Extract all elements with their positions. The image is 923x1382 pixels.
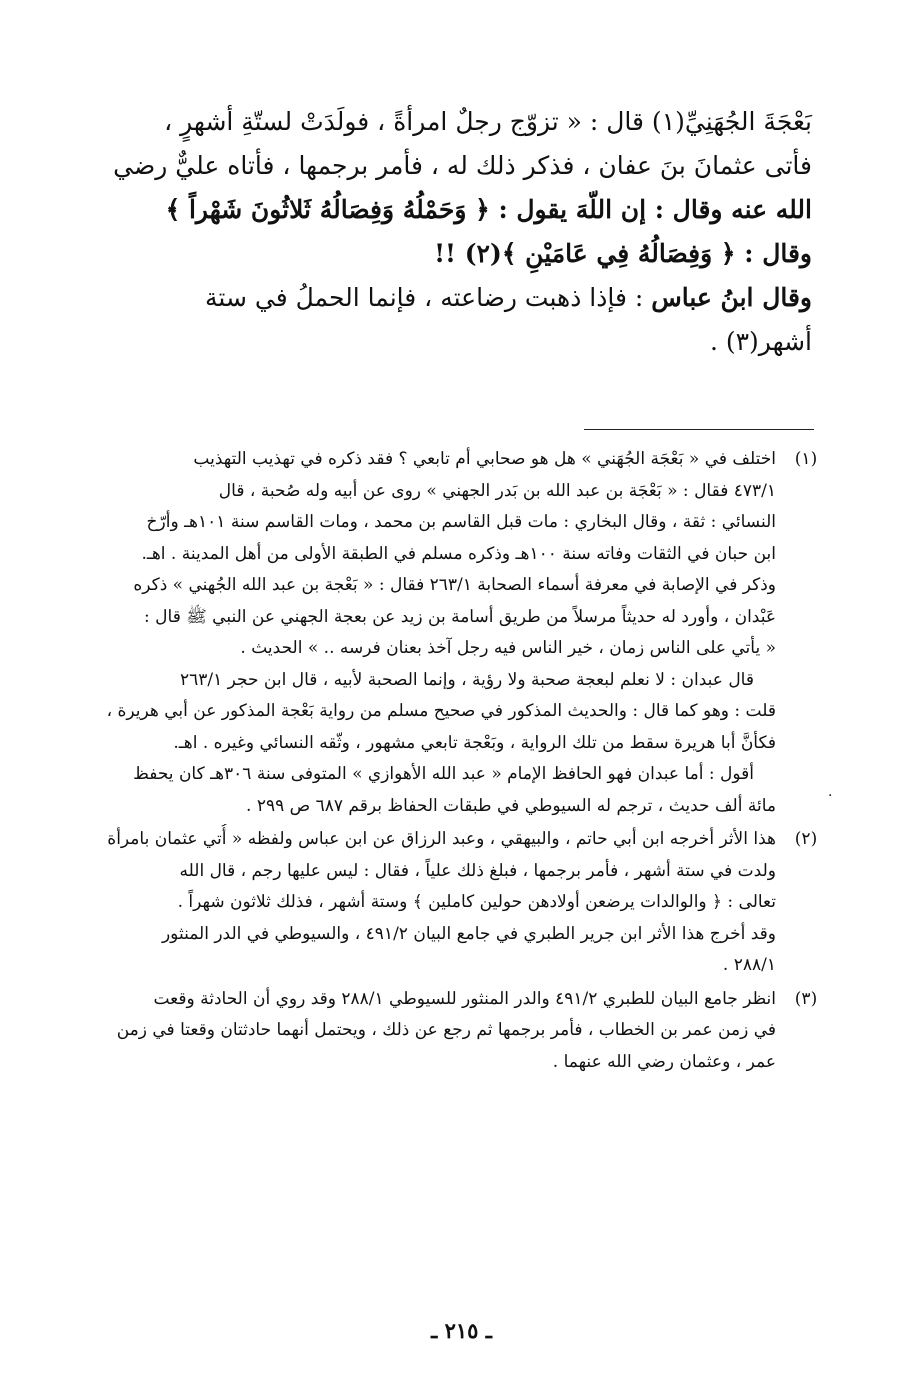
main-line	[92, 276, 812, 320]
footnote-line: ٤٧٣/١ فقال : « بَعْجَة بن عبد الله بن بَدر الجهني » روى عن أبيه وله صُحبة ، قال	[218, 480, 776, 501]
page-number: ـ ٢١٥ ـ	[431, 1318, 492, 1343]
footnote-line: ابن حبان في الثقات وفاته سنة ١٠٠هـ وذكره مسلم في الطبقة الأولى من أهل المدينة . اهـ.	[141, 543, 776, 564]
footnote-line: انظر جامع البيان للطبري ٤٩١/٢ والدر المنثور للسيوطي ٢٨٨/١ وقد روي أن الحادثة وقعت	[153, 988, 776, 1009]
stray-dot: ·	[828, 788, 833, 804]
footnote-2	[84, 824, 828, 982]
footnote-line: وقد أخرج هذا الأثر ابن جرير الطبري في جامع البيان ٤٩١/٢ ، والسيوطي في الدر المنثور	[161, 923, 776, 944]
footnote-line: قال عبدان : لا نعلم لبعجة صحبة ولا رؤية ، وإنما الصحبة لأبيه ، قال ابن حجر ٢٦٣/١	[179, 669, 754, 690]
footnote-line: النسائي : ثقة ، وقال البخاري : مات قبل القاسم بن محمد ، ومات القاسم سنة ١٠١هـ وأرّخ	[146, 512, 776, 532]
footnotes	[84, 444, 828, 1080]
main-line: بَعْجَةَ الجُهَنِيِّ(١) قال : « تزوّج رجلٌ امرأةً ، فولَدَتْ لستّةِ أشهرٍ ،	[164, 107, 812, 136]
footnote-line: مائة ألف حديث ، ترجم له السيوطي في طبقات الحفاظ برقم ٦٨٧ ص ٢٩٩ .	[246, 795, 776, 816]
main-line: أشهر(٣) .	[709, 327, 812, 356]
footnote-line: تعالى : ﴿ والوالدات يرضعن أولادهن حولين كاملين ﴾ وستة أشهر ، فذلك ثلاثون شهراً .	[177, 892, 776, 912]
main-line: وقال : ﴿ وَفِصَالُهُ فِي عَامَيْنِ ﴾(٢) !!	[434, 239, 812, 268]
footnote-line: عمر ، وعثمان رضي الله عنهما .	[552, 1051, 776, 1072]
footnote-number: (٢)	[794, 829, 818, 849]
footnote-line: ٢٨٨/١ .	[722, 955, 776, 975]
footnote-divider	[584, 429, 814, 430]
footnote-line: في زمن عمر بن الخطاب ، فأمر برجمها ثم رجع عن ذلك ، ويحتمل أنهما حادثتان وقعتا في زمن	[116, 1020, 776, 1040]
main-line: الله عنه وقال : إن اللّهَ يقول : ﴿ وَحَمْلُهُ وَفِصَالُهُ ثَلاثُونَ شَهْراً ﴾	[165, 195, 812, 224]
main-line: فأتى عثمانَ بنَ عفان ، فذكر ذلك له ، فأمر برجمها ، فأتاه عليٌّ رضي	[113, 151, 812, 180]
footnote-1	[84, 444, 828, 822]
footnote-3	[84, 984, 828, 1079]
footnote-number: (٣)	[794, 988, 818, 1009]
footnote-number: (١)	[794, 449, 818, 469]
footnote-line: قلت : وهو كما قال : والحديث المذكور في صحيح مسلم من رواية بَعْجة المذكور عن أبي هريرة ،	[106, 701, 776, 721]
main-line-rest: : فإذا ذهبت رضاعته ، فإنما الحملُ في ستة	[205, 283, 652, 312]
footnote-line: عَبْدان ، وأورد له حديثاً مرسلاً من طريق أسامة بن زيد عن بعجة الجهني عن النبي ﷺ قال :	[144, 606, 776, 627]
footnote-line: هذا الأثر أخرجه ابن أبي حاتم ، والبيهقي ، وعبد الرزاق عن ابن عباس ولفظه « أُتي عثمان بامرأة	[107, 829, 776, 849]
main-text	[92, 100, 812, 364]
footnote-line: ولدت في ستة أشهر ، فأمر برجمها ، فبلغ ذلك علياً ، فقال : ليس عليها رجم ، قال الله	[179, 860, 776, 881]
footnote-line: فكأنَّ أبا هريرة سقط من تلك الرواية ، وبَعْجة تابعي مشهور ، وثّقه النسائي وغيره . اهـ.	[173, 732, 776, 753]
footnote-line: أقول : أما عبدان فهو الحافظ الإمام « عبد الله الأهوازي » المتوفى سنة ٣٠٦هـ كان يحفظ	[133, 764, 754, 784]
ibn-abbas-lead: وقال ابنُ عباس	[651, 283, 812, 312]
footnote-line: « يأتي على الناس زمان ، خير الناس فيه رجل آخذ بعنان فرسه .. » الحديث .	[240, 638, 776, 658]
footnote-line: وذكر في الإصابة في معرفة أسماء الصحابة ٢٦٣/١ فقال : « بَعْجة بن عبد الله الجُهني » ذكره	[133, 575, 776, 595]
footnote-line: اختلف في « بَعْجَة الجُهَني » هل هو صحابي أم تابعي ؟ فقد ذكره في تهذيب التهذيب	[193, 449, 776, 469]
